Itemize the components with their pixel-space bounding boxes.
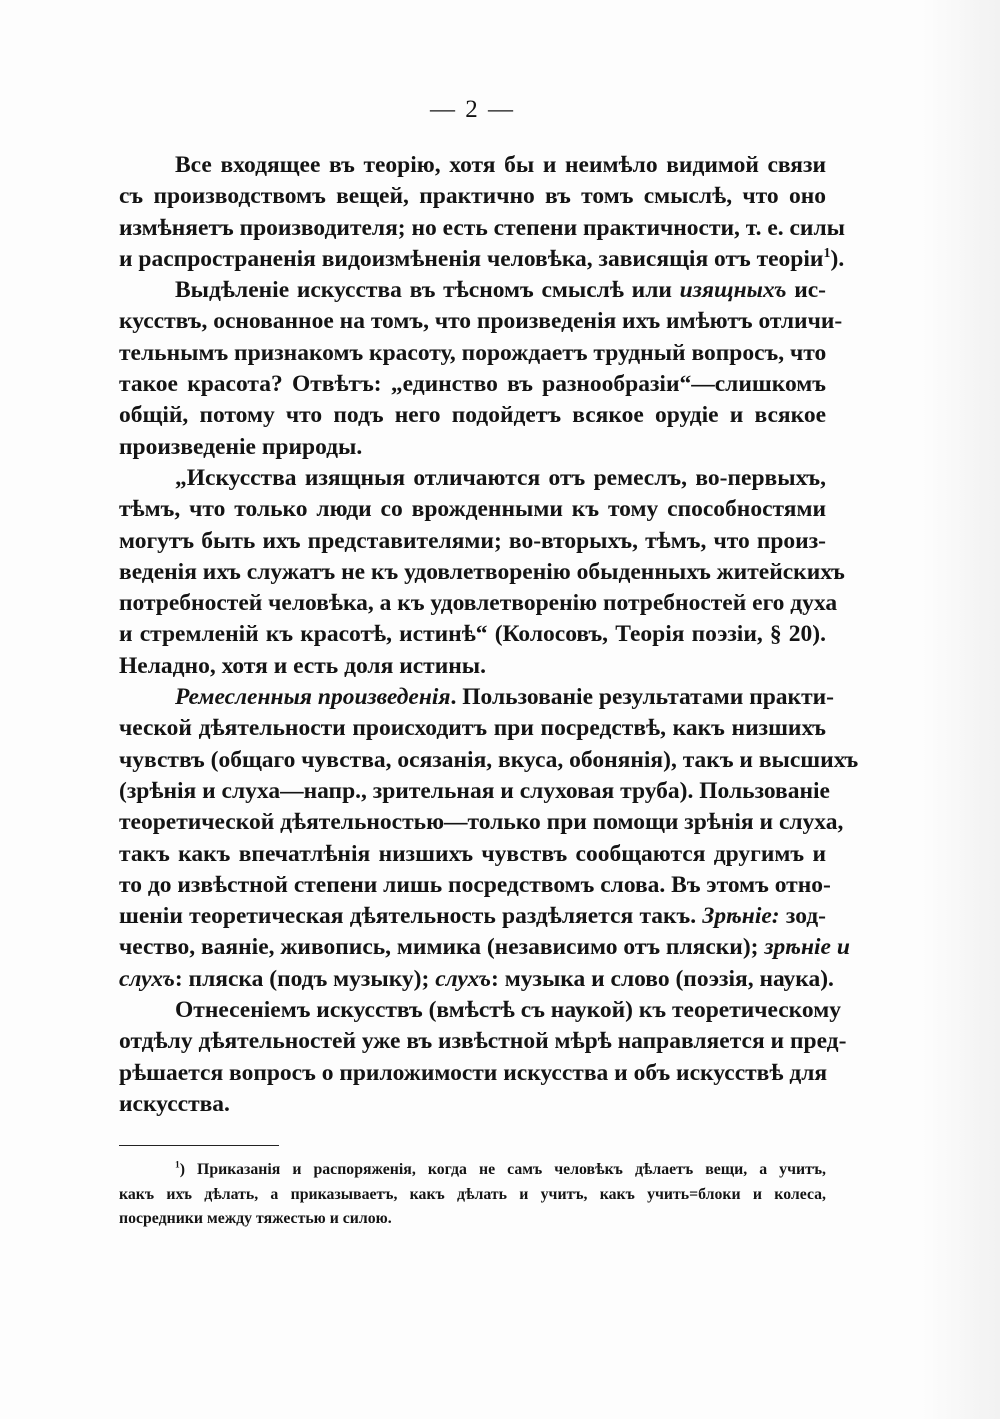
body-italic-text: слухъ	[435, 965, 492, 992]
body-line	[119, 932, 850, 963]
body-line	[119, 807, 844, 838]
body-text: Неладно, хотя и есть доля истины.	[119, 652, 487, 679]
body-italic-text: Ремесленныя произведенія	[175, 684, 451, 711]
footnote-line	[119, 1158, 826, 1183]
body-text: Выдѣленіе искусства въ тѣсномъ смыслѣ или	[175, 277, 680, 304]
body-text: ).	[830, 245, 845, 272]
body-text: : пляска (подъ музыку);	[174, 965, 436, 992]
main-text	[119, 150, 859, 1120]
body-text: зод-	[779, 903, 827, 930]
footnote-footnote-mark: 1	[175, 1160, 180, 1171]
body-text: чувствъ (общаго чувства, осязанія, вкуса, обонянія), такъ и высшихъ	[119, 746, 859, 773]
body-line	[119, 964, 834, 995]
body-line	[119, 400, 826, 431]
body-text: теоретической дѣятельностью—только при помощи зрѣнія и слуха,	[119, 809, 844, 836]
body-text: могутъ быть ихъ представителями; во-вторыхъ, тѣмъ, что произ-	[119, 527, 826, 554]
page-edge-shading	[922, 0, 1000, 1419]
body-line	[119, 338, 826, 369]
body-line	[119, 745, 859, 776]
body-line	[119, 1058, 826, 1089]
body-text: отдѣлу дѣятельностей уже въ извѣстной мѣрѣ направляется и пред-	[119, 1028, 847, 1055]
body-text: кусствъ, основанное на томъ, что произведенія ихъ имѣютъ отличи-	[119, 308, 843, 335]
body-text: измѣняетъ производителя; но есть степени практичности, т. е. силы	[119, 214, 845, 241]
body-italic-text: изящныхъ	[679, 277, 787, 304]
body-line	[119, 181, 826, 212]
body-text: . Пользованіе результатами практи-	[450, 684, 834, 711]
body-line	[119, 870, 831, 901]
body-text: чество, ваяніе, живопись, мимика (независимо отъ пляски);	[119, 934, 765, 961]
body-line	[119, 776, 830, 807]
body-text: такое красота? Отвѣтъ: „единство въ разнообразіи“—слишкомъ	[119, 371, 826, 398]
body-text: „Искусства изящныя отличаются отъ ремеслъ, во-первыхъ,	[175, 464, 826, 491]
body-text: ческой дѣятельности происходитъ при посредствѣ, какъ низшихъ	[119, 715, 826, 742]
body-text: то до извѣстной степени лишь посредствомъ слова. Въ этомъ отно-	[119, 871, 831, 898]
footnote	[119, 1158, 826, 1232]
body-italic-text: слухъ	[119, 965, 175, 992]
body-line	[119, 369, 826, 400]
body-line	[119, 1026, 847, 1057]
body-text: : музыка и слово (поэзія, наука).	[491, 965, 834, 992]
body-text: тельнымъ признакомъ красоту, порождаетъ трудный вопросъ, что	[119, 339, 827, 366]
body-line	[119, 1089, 826, 1120]
body-text: веденія ихъ служатъ не къ удовлетворенію обыденныхъ житейскихъ	[119, 558, 845, 585]
body-line	[119, 150, 826, 181]
body-text: и стремленій къ красотѣ, истинѣ“ (Колосовъ, Теорія поэзіи, § 20).	[119, 621, 826, 648]
body-text: ис-	[786, 277, 826, 304]
footnote-text: посредники между тяжестью и силою.	[119, 1210, 392, 1227]
body-line	[119, 619, 826, 650]
footnote-text: ) Приказанія и распоряженія, когда не самъ человѣкъ дѣлаетъ вещи, а учитъ,	[179, 1161, 826, 1178]
body-line	[119, 995, 841, 1026]
body-text: Все входящее въ теорію, хотя бы и неимѣло видимой связи	[175, 152, 826, 178]
body-text: общій, потому что подъ него подойдетъ всякое орудіе и всякое	[119, 402, 826, 429]
body-line	[119, 839, 826, 870]
footnote-line	[119, 1207, 826, 1232]
body-text: шеніи теоретическая дѣятельность раздѣляется такъ.	[119, 903, 703, 930]
body-italic-text: Зрѣніе:	[702, 903, 780, 930]
body-line	[119, 244, 845, 275]
body-text: Отнесеніемъ искусствъ (вмѣстѣ съ наукой) къ теоретическому	[175, 997, 841, 1024]
body-text: (зрѣнія и слуха—напр., зрительная и слуховая труба). Пользованіе	[119, 777, 830, 804]
body-text: такъ какъ впечатлѣнія низшихъ чувствъ сообщаются другимъ и	[119, 840, 826, 867]
body-line	[119, 213, 845, 244]
footnote-line	[119, 1183, 826, 1208]
body-text: рѣшается вопросъ о приложимости искусства и объ искусствѣ для	[119, 1059, 828, 1086]
footnote-divider	[119, 1145, 279, 1146]
body-text: съ производствомъ вещей, практично въ томъ смыслѣ, что оно	[119, 183, 826, 210]
body-line	[119, 306, 843, 337]
body-text: и распространенія видоизмѣненія человѣка, зависящія отъ теоріи	[119, 245, 824, 272]
body-line	[119, 557, 845, 588]
body-text: произведеніе природы.	[119, 433, 363, 460]
body-text: тѣмъ, что только люди со врожденными къ тому способностями	[119, 496, 826, 523]
body-line	[119, 494, 826, 525]
body-footnote-mark: 1	[823, 245, 831, 262]
body-text: потребностей человѣка, а къ удовлетворенію потребностей его духа	[119, 590, 838, 617]
body-line	[119, 901, 826, 932]
footnote-text: какъ ихъ дѣлать, а приказываетъ, какъ дѣлать и учитъ, какъ учить=блоки и колеса,	[119, 1185, 826, 1203]
body-line	[119, 432, 826, 463]
page-number: — 2 —	[430, 96, 515, 123]
body-line	[119, 463, 826, 494]
body-line	[119, 275, 826, 306]
body-italic-text: зрѣніе и	[764, 934, 850, 961]
body-line	[119, 713, 826, 744]
body-line	[119, 651, 826, 682]
body-text: искусства.	[119, 1090, 230, 1117]
body-line	[119, 588, 838, 619]
body-line	[119, 526, 826, 557]
body-line	[119, 682, 834, 713]
